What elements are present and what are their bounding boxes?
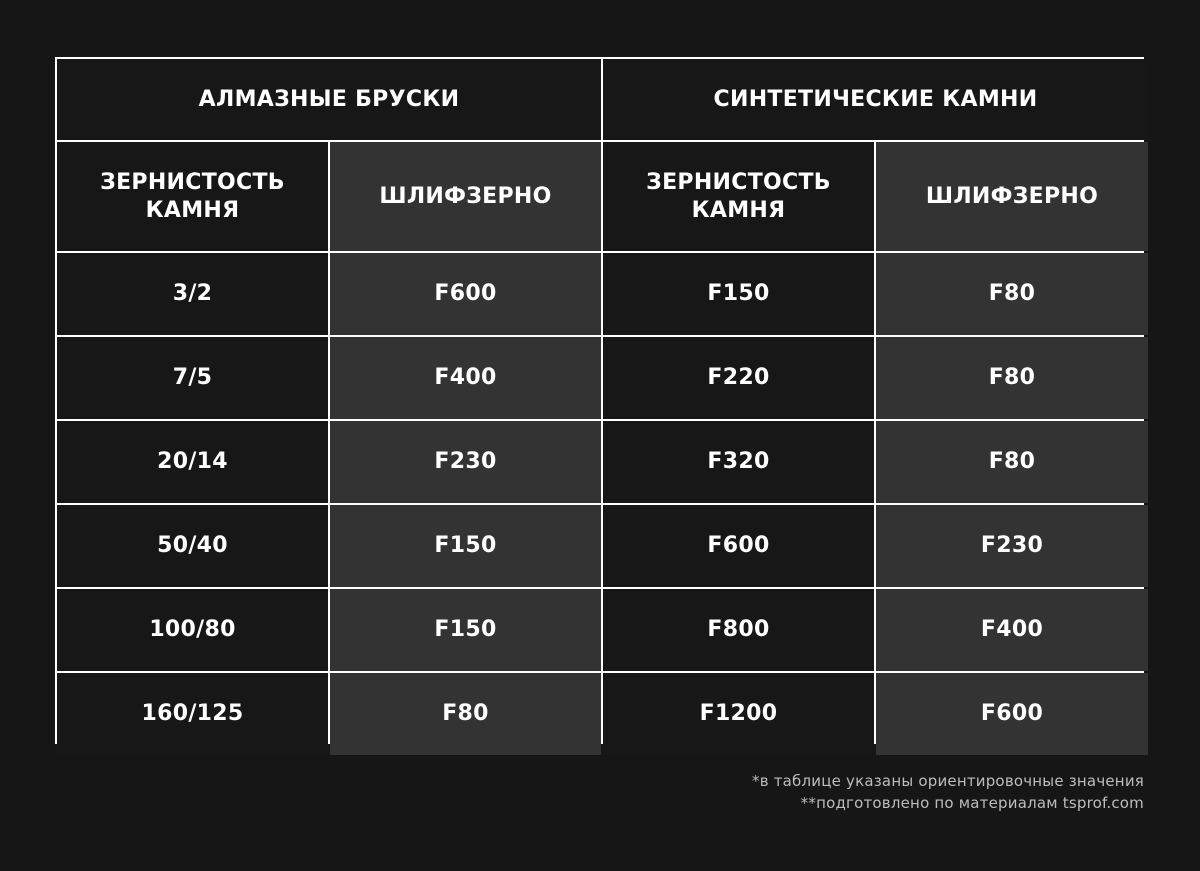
cell-diamond-grain: 50/40: [57, 505, 328, 587]
col-header-line: ЗЕРНИСТОСТЬ: [100, 170, 285, 195]
group-header-synthetic: СИНТЕТИЧЕСКИЕ КАМНИ: [603, 59, 1148, 140]
col-header-line: КАМНЯ: [145, 197, 240, 223]
grit-comparison-table: [55, 57, 1144, 744]
cell-synthetic-grain: F150: [603, 253, 874, 335]
cell-diamond-grain: 7/5: [57, 337, 328, 419]
cell-diamond-grain: 100/80: [57, 589, 328, 671]
cell-diamond-grain: 3/2: [57, 253, 328, 335]
footnote-approximate: *в таблице указаны ориентировочные значения: [752, 772, 1144, 790]
cell-diamond-abrasive: F230: [330, 421, 601, 503]
cell-synthetic-grain: F600: [603, 505, 874, 587]
col-header-diamond-grain: [57, 142, 328, 251]
cell-diamond-abrasive: F150: [330, 505, 601, 587]
cell-diamond-abrasive: F80: [330, 673, 601, 755]
cell-synthetic-abrasive: F80: [876, 337, 1148, 419]
cell-synthetic-abrasive: F230: [876, 505, 1148, 587]
cell-synthetic-grain: F1200: [603, 673, 874, 755]
cell-synthetic-grain: F320: [603, 421, 874, 503]
cell-synthetic-abrasive: F400: [876, 589, 1148, 671]
cell-synthetic-grain: F800: [603, 589, 874, 671]
cell-synthetic-abrasive: F80: [876, 253, 1148, 335]
col-header-diamond-abrasive: ШЛИФЗЕРНО: [330, 142, 601, 251]
cell-diamond-grain: 20/14: [57, 421, 328, 503]
cell-diamond-abrasive: F400: [330, 337, 601, 419]
cell-synthetic-grain: F220: [603, 337, 874, 419]
group-header-diamond: АЛМАЗНЫЕ БРУСКИ: [57, 59, 601, 140]
cell-diamond-abrasive: F150: [330, 589, 601, 671]
cell-synthetic-abrasive: F80: [876, 421, 1148, 503]
col-header-synthetic-grain: [603, 142, 874, 251]
cell-synthetic-abrasive: F600: [876, 673, 1148, 755]
cell-diamond-abrasive: F600: [330, 253, 601, 335]
footnote-source: **подготовлено по материалам tsprof.com: [800, 794, 1144, 812]
cell-diamond-grain: 160/125: [57, 673, 328, 755]
footnotes: [752, 770, 1144, 814]
col-header-synthetic-abrasive: ШЛИФЗЕРНО: [876, 142, 1148, 251]
col-header-line: КАМНЯ: [691, 197, 786, 223]
col-header-line: ЗЕРНИСТОСТЬ: [646, 170, 831, 195]
